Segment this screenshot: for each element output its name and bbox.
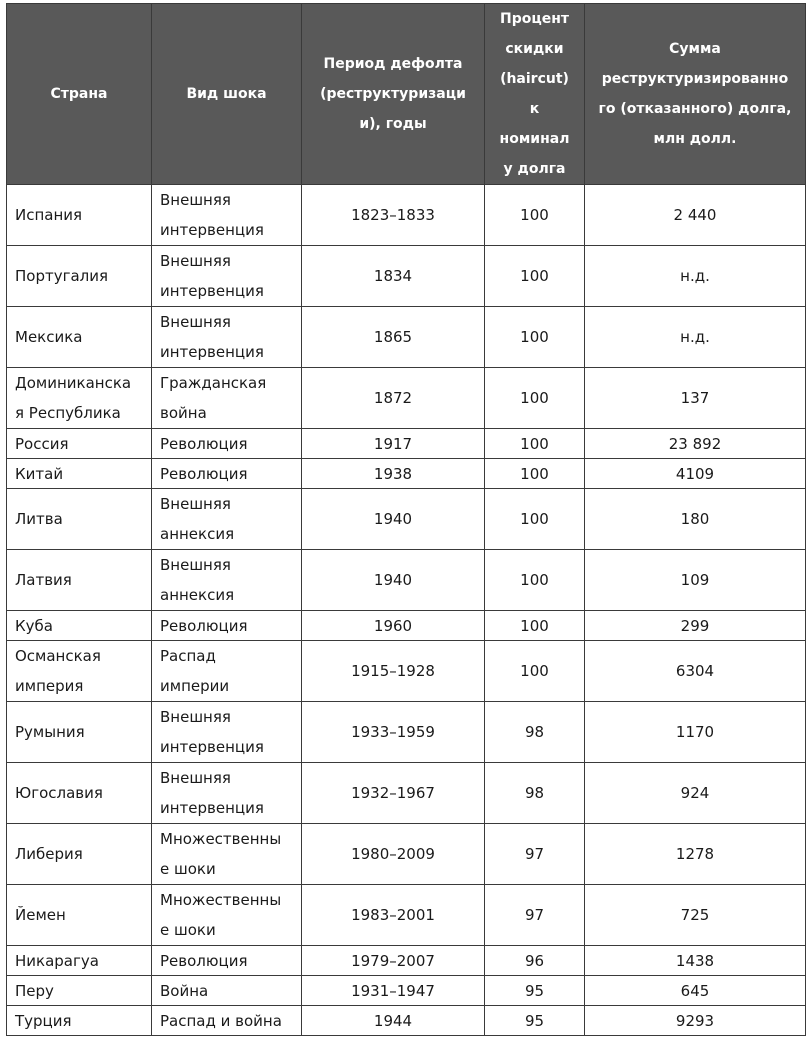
header-restructured-amount bbox=[585, 4, 806, 185]
cell-country bbox=[7, 1006, 152, 1036]
shock-text: интервенция bbox=[160, 221, 264, 239]
table-row bbox=[7, 307, 806, 368]
shock-text: Революция bbox=[160, 464, 248, 483]
cell-restructured-amount: 2 440 bbox=[585, 185, 806, 246]
cell-default-period: 1940 bbox=[302, 489, 485, 550]
cell-haircut-percent: 100 bbox=[485, 429, 585, 459]
cell-haircut-percent: 96 bbox=[485, 946, 585, 976]
cell-shock-type bbox=[152, 611, 302, 641]
header-text-line: Страна bbox=[50, 86, 108, 102]
header-text-line: Период дефолта bbox=[323, 56, 463, 72]
cell-default-period: 1872 bbox=[302, 368, 485, 429]
cell-haircut-percent: 95 bbox=[485, 976, 585, 1006]
shock-text: интервенция bbox=[160, 282, 264, 300]
header-text-line: скидки bbox=[505, 41, 564, 57]
shock-text: аннексия bbox=[160, 586, 235, 604]
cell-haircut-percent: 100 bbox=[485, 246, 585, 307]
table-row bbox=[7, 185, 806, 246]
cell-shock-type bbox=[152, 550, 302, 611]
shock-text: Революция bbox=[160, 616, 248, 635]
shock-text: война bbox=[160, 404, 207, 422]
table-row bbox=[7, 368, 806, 429]
shock-text: Внешняя bbox=[160, 769, 231, 787]
country-text: Югославия bbox=[15, 784, 103, 802]
debt-restructuring-table bbox=[6, 3, 806, 1036]
cell-country bbox=[7, 185, 152, 246]
cell-restructured-amount: 6304 bbox=[585, 641, 806, 702]
table-row bbox=[7, 824, 806, 885]
shock-text: Революция bbox=[160, 951, 248, 970]
cell-restructured-amount: 1438 bbox=[585, 946, 806, 976]
cell-default-period: 1931–1947 bbox=[302, 976, 485, 1006]
cell-country bbox=[7, 702, 152, 763]
shock-text: Распад bbox=[160, 647, 216, 665]
table-row bbox=[7, 702, 806, 763]
cell-default-period: 1938 bbox=[302, 459, 485, 489]
cell-country bbox=[7, 550, 152, 611]
shock-text: Внешняя bbox=[160, 708, 231, 726]
country-text: Османская bbox=[15, 647, 101, 665]
cell-default-period: 1823–1833 bbox=[302, 185, 485, 246]
shock-text: Внешняя bbox=[160, 313, 231, 331]
cell-haircut-percent: 100 bbox=[485, 307, 585, 368]
shock-text: Множественны bbox=[160, 891, 282, 909]
cell-restructured-amount: н.д. bbox=[585, 307, 806, 368]
cell-restructured-amount: 4109 bbox=[585, 459, 806, 489]
shock-text: интервенция bbox=[160, 799, 264, 817]
cell-shock-type bbox=[152, 459, 302, 489]
cell-haircut-percent: 97 bbox=[485, 824, 585, 885]
header-text-line: и), годы bbox=[359, 116, 427, 132]
header-text-line: (haircut) bbox=[500, 71, 569, 87]
cell-country bbox=[7, 976, 152, 1006]
cell-shock-type bbox=[152, 246, 302, 307]
shock-text: интервенция bbox=[160, 738, 264, 756]
header-default-period bbox=[302, 4, 485, 185]
table-row bbox=[7, 763, 806, 824]
cell-country bbox=[7, 489, 152, 550]
cell-haircut-percent: 100 bbox=[485, 641, 585, 702]
country-text: Латвия bbox=[15, 571, 72, 589]
cell-shock-type bbox=[152, 1006, 302, 1036]
shock-text: Гражданская bbox=[160, 374, 267, 392]
header-text-line: Процент bbox=[499, 11, 569, 27]
cell-default-period: 1915–1928 bbox=[302, 641, 485, 702]
cell-shock-type bbox=[152, 307, 302, 368]
shock-text: Война bbox=[160, 981, 209, 1000]
cell-country bbox=[7, 611, 152, 641]
header-text-line: номинал bbox=[499, 131, 570, 147]
cell-shock-type bbox=[152, 641, 302, 702]
cell-restructured-amount: 9293 bbox=[585, 1006, 806, 1036]
cell-restructured-amount: 299 bbox=[585, 611, 806, 641]
cell-country bbox=[7, 641, 152, 702]
cell-country bbox=[7, 246, 152, 307]
country-text: Испания bbox=[15, 206, 83, 224]
cell-shock-type bbox=[152, 885, 302, 946]
cell-restructured-amount: 1170 bbox=[585, 702, 806, 763]
cell-shock-type bbox=[152, 702, 302, 763]
cell-country bbox=[7, 429, 152, 459]
cell-default-period: 1944 bbox=[302, 1006, 485, 1036]
shock-text: интервенция bbox=[160, 343, 264, 361]
shock-text: Революция bbox=[160, 434, 248, 453]
shock-text: империи bbox=[160, 677, 230, 695]
cell-shock-type bbox=[152, 185, 302, 246]
header-text-line: го (отказанного) долга, bbox=[598, 101, 792, 117]
shock-text: е шоки bbox=[160, 921, 216, 939]
header-text-line: Вид шока bbox=[186, 86, 267, 102]
table-row bbox=[7, 611, 806, 641]
cell-haircut-percent: 100 bbox=[485, 611, 585, 641]
cell-shock-type bbox=[152, 946, 302, 976]
cell-haircut-percent: 100 bbox=[485, 550, 585, 611]
cell-default-period: 1932–1967 bbox=[302, 763, 485, 824]
shock-text: аннексия bbox=[160, 525, 235, 543]
cell-country bbox=[7, 368, 152, 429]
cell-haircut-percent: 100 bbox=[485, 368, 585, 429]
country-text: я Республика bbox=[15, 404, 121, 422]
cell-shock-type bbox=[152, 368, 302, 429]
table-row bbox=[7, 246, 806, 307]
cell-country bbox=[7, 824, 152, 885]
country-text: Турция bbox=[15, 1011, 72, 1030]
shock-text: Внешняя bbox=[160, 495, 231, 513]
cell-haircut-percent: 100 bbox=[485, 185, 585, 246]
shock-text: Множественны bbox=[160, 830, 282, 848]
cell-restructured-amount: 137 bbox=[585, 368, 806, 429]
table-header bbox=[7, 4, 806, 185]
table-row bbox=[7, 946, 806, 976]
country-text: Перу bbox=[15, 981, 54, 1000]
country-text: Доминиканска bbox=[15, 374, 132, 392]
cell-shock-type bbox=[152, 976, 302, 1006]
shock-text: Внешняя bbox=[160, 556, 231, 574]
cell-default-period: 1960 bbox=[302, 611, 485, 641]
cell-haircut-percent: 95 bbox=[485, 1006, 585, 1036]
table-row bbox=[7, 489, 806, 550]
country-text: Россия bbox=[15, 434, 69, 453]
cell-haircut-percent: 98 bbox=[485, 702, 585, 763]
shock-text: е шоки bbox=[160, 860, 216, 878]
shock-text: Внешняя bbox=[160, 252, 231, 270]
country-text: Португалия bbox=[15, 267, 109, 285]
cell-country bbox=[7, 946, 152, 976]
table-row bbox=[7, 459, 806, 489]
cell-restructured-amount: 924 bbox=[585, 763, 806, 824]
cell-restructured-amount: 725 bbox=[585, 885, 806, 946]
country-text: Мексика bbox=[15, 328, 83, 346]
cell-country bbox=[7, 307, 152, 368]
cell-restructured-amount: 645 bbox=[585, 976, 806, 1006]
cell-default-period: 1980–2009 bbox=[302, 824, 485, 885]
cell-country bbox=[7, 763, 152, 824]
cell-haircut-percent: 98 bbox=[485, 763, 585, 824]
cell-restructured-amount: 180 bbox=[585, 489, 806, 550]
shock-text: Внешняя bbox=[160, 191, 231, 209]
header-text-line: у долга bbox=[503, 161, 566, 177]
country-text: Китай bbox=[15, 464, 64, 483]
country-text: Румыния bbox=[15, 723, 85, 741]
table-row bbox=[7, 429, 806, 459]
table-row bbox=[7, 976, 806, 1006]
cell-default-period: 1834 bbox=[302, 246, 485, 307]
shock-text: Распад и война bbox=[160, 1011, 282, 1030]
country-text: Куба bbox=[15, 616, 53, 635]
cell-country bbox=[7, 885, 152, 946]
cell-default-period: 1940 bbox=[302, 550, 485, 611]
cell-shock-type bbox=[152, 763, 302, 824]
cell-shock-type bbox=[152, 429, 302, 459]
cell-restructured-amount: 109 bbox=[585, 550, 806, 611]
cell-restructured-amount: н.д. bbox=[585, 246, 806, 307]
cell-haircut-percent: 100 bbox=[485, 459, 585, 489]
cell-default-period: 1917 bbox=[302, 429, 485, 459]
cell-default-period: 1933–1959 bbox=[302, 702, 485, 763]
table-row bbox=[7, 641, 806, 702]
table-body bbox=[7, 185, 806, 1036]
cell-restructured-amount: 23 892 bbox=[585, 429, 806, 459]
table-row bbox=[7, 1006, 806, 1036]
cell-haircut-percent: 100 bbox=[485, 489, 585, 550]
table-row bbox=[7, 885, 806, 946]
cell-default-period: 1983–2001 bbox=[302, 885, 485, 946]
header-text-line: реструктуризированно bbox=[601, 71, 789, 87]
cell-country bbox=[7, 459, 152, 489]
cell-default-period: 1865 bbox=[302, 307, 485, 368]
header-text-line: Сумма bbox=[669, 41, 721, 57]
cell-default-period: 1979–2007 bbox=[302, 946, 485, 976]
cell-restructured-amount: 1278 bbox=[585, 824, 806, 885]
cell-haircut-percent: 97 bbox=[485, 885, 585, 946]
table-row bbox=[7, 550, 806, 611]
header-text-line: к bbox=[529, 101, 540, 117]
country-text: Либерия bbox=[15, 845, 83, 863]
country-text: Литва bbox=[15, 510, 63, 528]
header-country bbox=[7, 4, 152, 185]
header-haircut-percent bbox=[485, 4, 585, 185]
header-shock-type bbox=[152, 4, 302, 185]
country-text: Никарагуа bbox=[15, 951, 99, 970]
header-text-line: млн долл. bbox=[653, 131, 737, 147]
cell-shock-type bbox=[152, 489, 302, 550]
header-row bbox=[7, 4, 806, 185]
country-text: Йемен bbox=[15, 906, 66, 924]
cell-shock-type bbox=[152, 824, 302, 885]
country-text: империя bbox=[15, 677, 84, 695]
header-text-line: (реструктуризаци bbox=[320, 86, 466, 102]
